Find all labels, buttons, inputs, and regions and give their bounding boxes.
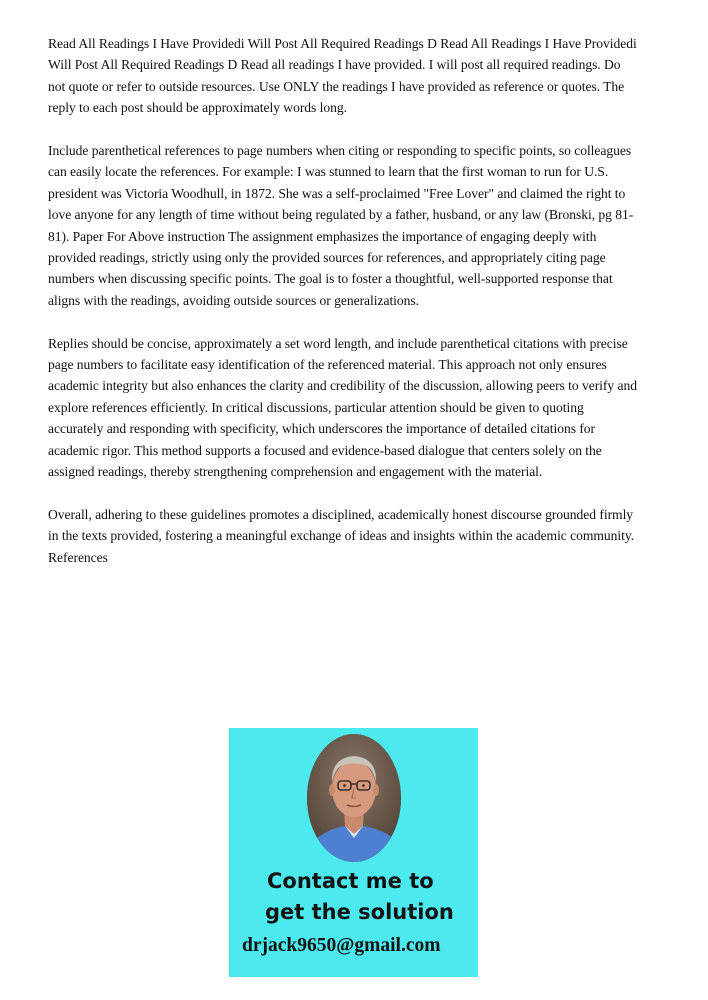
paragraph-2: Include parenthetical references to page numbers when citing or responding to specific points, so colleagues can easily locate the references. For example: I was stunned to learn that the first woman to run for U.S. president was Victoria Woodhull, in 1872. She was a self-proclaimed "Free Lover" and claimed the right to love anyone for any length of time without being regulated by a father, husband, or any law (Bronski, pg 81-81). Paper For Above instruction The assignment emphasizes the importance of engaging deeply with provided readings, strictly using only the provided sources for references, and appropriately citing page numbers when discussing specific points. The goal is to foster a thoughtful, well-supported response that aligns with the readings, avoiding outside sources or generalizations.	[48, 143, 634, 308]
contact-line-2: get the solution	[265, 900, 454, 924]
portrait-photo	[307, 734, 401, 862]
paragraph-3: Replies should be concise, approximately a set word length, and include parenthetical citations with precise page numbers to facilitate easy identification of the referenced material. This approach not only ensures academic integrity but also enhances the clarity and credibility of the discussion, allowing peers to verify and explore references efficiently. In critical discussions, particular attention should be given to quoting accurately and responding with specificity, which underscores the importance of detailed citations for academic rigor. This method supports a focused and evidence-based dialogue that centers solely on the assigned readings, thereby strengthening comprehension and engagement with the material.	[48, 335, 637, 480]
contact-email[interactable]: drjack9650@gmail.com	[242, 935, 441, 956]
contact-heading	[265, 866, 465, 928]
paragraph-4: Overall, adhering to these guidelines promotes a disciplined, academically honest discourse grounded firmly in the texts provided, fostering a meaningful exchange of ideas and insights within the academic community. References	[48, 506, 635, 565]
paragraph-1: Read All Readings I Have Providedi Will Post All Required Readings D Read All Readings I Have Providedi Will Post All Required Readings D Read all readings I have provided. I will post all required readings. Do not quote or refer to outside resources. Use ONLY the readings I have provided as reference or quotes. The reply to each post should be approximately words long.	[48, 36, 637, 116]
portrait-illustration	[307, 734, 401, 862]
contact-advertisement[interactable]	[229, 728, 478, 977]
contact-line-1: Contact me to	[267, 869, 434, 893]
document-body	[48, 33, 638, 590]
